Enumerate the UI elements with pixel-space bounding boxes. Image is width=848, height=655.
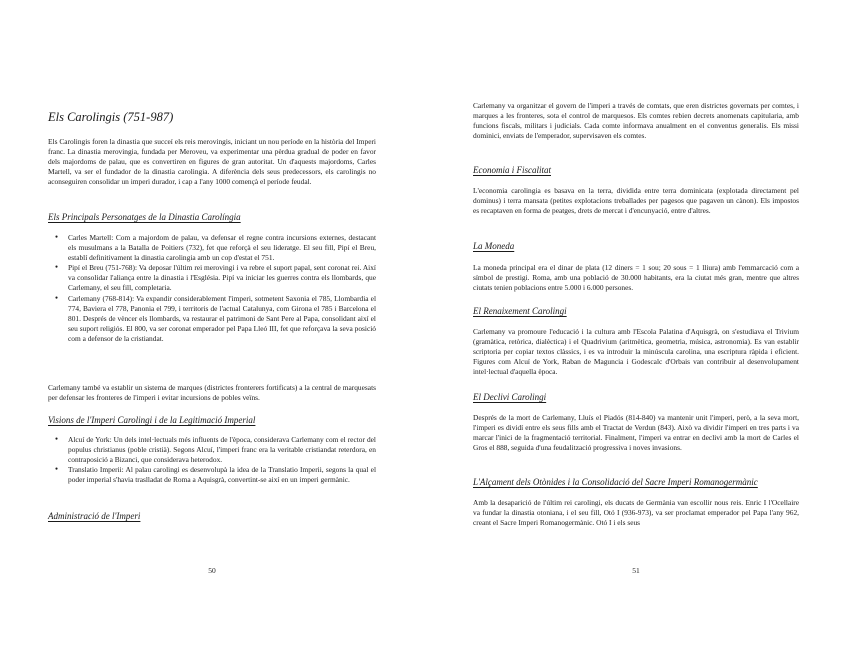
administration-paragraph: Carlemany va organitzar el govern de l'imperi a través de comtats, que eren districtes governats per comtes, i marques a les fronteres, sota el control de marquesos. Els comtes rebien decrets anomenats capitularia, amb funcions fiscals, militars i judicials. Cada comte informava anualment en el conventus generalis. Els missi dominici, enviats de l'emperador, supervisaven els comtes.: [473, 101, 799, 141]
economy-paragraph: L'economia carolingia es basava en la terra, dividida entre terra dominicata (explotada directament pel dominus) i terra mansata (petites explotacions treballades per pagesos que pagaven un cànon). Els impostos es recaptaven en forma de peatges, drets de mercat i d'encunyació, entre d'altres.: [473, 186, 799, 216]
decline-paragraph: Després de la mort de Carlemany, Lluís el Piadós (814-840) va mantenir unit l'imperi, però, a la seva mort, l'imperi es dividí entre els seus fills amb el Tractat de Verdun (843). Això va dividir l'imperi en tres parts i va marcar l'inici de la fragmentació territorial. Finalment, l'imperi va entrar en declivi amb la mort de Carles el Gros el 888, seguida d'una feudalització progressiva i noves invasions.: [473, 413, 799, 453]
ottonian-paragraph: Amb la desaparició de l'últim rei carolingi, els ducats de Germània van escollir nous reis. Enric I l'Ocellaire va fundar la dinastia otoniana, i el seu fill, Otó I (936-973), va ser proclamat emperador pel Papa l'any 962, creant el Sacre Imperi Romanogermànic. Otó I i els seus: [473, 498, 799, 528]
list-item: ● Carles Martell: Com a majordom de palau, va defensar el regne contra incursions externes, destacant els musulmans a la Batalla de Poitiers (732), fet que reforçà el seu lideratge. El seu fill, Pipí el Breu, establí definitivament la dinastia carolingia amb un cop d'estat el 751.: [48, 233, 376, 263]
page-title: Els Carolingis (751-987): [48, 110, 174, 124]
list-item: ● Pipí el Breu (751-768): Va deposar l'últim rei merovingi i va rebre el suport papal, sent coronat rei. Així va consolidar l'aliança entre la dinastia i l'Església. Pipí va iniciar les guerres contra els llombards, que Carlemany, el seu fill, completaria.: [48, 263, 376, 293]
section-heading-renaissance: El Renaixement Carolingi: [473, 306, 567, 316]
list-item: ● Carlemany (768-814): Va expandir considerablement l'imperi, sotmetent Saxonia el 785, Llombardia el 774, Baviera el 778, Panonia el 799, i territoris de l'actual Catalunya, com Girona el 785 i Barcelona el 801. Després de vèncer els llombards, va restaurar el patrimoni de Sant Pere al Papa, consolidant així el seu suport religiós. El 800, va ser coronat emperador pel Papa Lleó III, fet que reforçava la seva posició com a defensor de la cristiandat.: [48, 294, 376, 344]
intro-paragraph: Els Carolingis foren la dinastia que succeí els reis merovingis, iniciant un nou període en la història del Imperi franc. La dinastia merovingia, fundada per Meroveu, va experimentar una pèrdua gradual de poder en favor dels majordoms de palau, que es convertiren en figures de gran autoritat. Un d'aquests majordoms, Carles Martell, va ser el fundador de la dinastia carolingia. A diferència dels seus predecessors, els carolingis no aconseguiren consolidar un imperi durador, i cap a l'any 1000 començà el període feudal.: [48, 137, 376, 187]
list-item: ● Translatio Imperii: Al palau carolingi es desenvolupà la idea de la Translatio Imperii, segons la qual el poder imperial s'havia traslladat de Roma a Aquisgrà, convertint-se així en un imperi germànic.: [48, 465, 376, 485]
right-page: [473, 0, 799, 655]
section-heading-figures: Els Principals Personatges de la Dinastia Carolíngia: [48, 212, 241, 222]
left-page: [48, 0, 376, 655]
section-heading-visions: Visions de l'Imperi Carolingi i de la Legitimació Imperial: [48, 415, 256, 425]
marches-paragraph: Carlemany també va establir un sistema de marques (districtes fronterers fortificats) a la central de marquesats per defensar les fronteres de l'imperi i evitar incursions de pobles veïns.: [48, 383, 376, 403]
page-number: 50: [208, 566, 216, 575]
section-heading-economy: Economia i Fiscalitat: [473, 165, 551, 175]
section-heading-ottonian: L'Alçament dels Otònides i la Consolidació del Sacre Imperi Romanogermànic: [473, 477, 758, 487]
figures-list: [48, 233, 376, 344]
renaissance-paragraph: Carlemany va promoure l'educació i la cultura amb l'Escola Palatina d'Aquisgrà, on s'estudiava el Trivium (gramàtica, retòrica, dialèctica) i el Quadrivium (aritmètica, geometria, música, astronomia). Es van establir scriptoria per copiar textos clàssics, i es va introduir la minúscula carolina, una escriptura ràpida i eficient. Figures com Alcuí de York, Raban de Maguncia i Godescalc d'Orbais van contribuir al desenvolupament intel·lectual d'aquella època.: [473, 327, 799, 377]
section-heading-decline: El Declivi Carolingi: [473, 392, 547, 402]
list-item: ● Alcuí de York: Un dels intel·lectuals més influents de l'època, considerava Carlemany com el rector del populus christianus (poble cristià). Segons Alcuí, l'imperi franc era la veritable cristiandat reterdora, en contraposició a Bizanci, que considerava heterodox.: [48, 435, 376, 465]
currency-paragraph: La moneda principal era el dinar de plata (12 diners = 1 sou; 20 sous = 1 lliura) amb l'emmarcació com a símbol de prestigi. Roma, amb una població de 30.000 habitants, era la ciutat més gran, mentre que altres ciutats tenien poblacions entre 5.000 i 6.000 persones.: [473, 263, 799, 293]
section-heading-currency: La Moneda: [473, 241, 515, 251]
visions-list: [48, 435, 376, 485]
page-number: 51: [632, 566, 640, 575]
section-heading-administration: Administració de l'Imperi: [48, 511, 141, 521]
